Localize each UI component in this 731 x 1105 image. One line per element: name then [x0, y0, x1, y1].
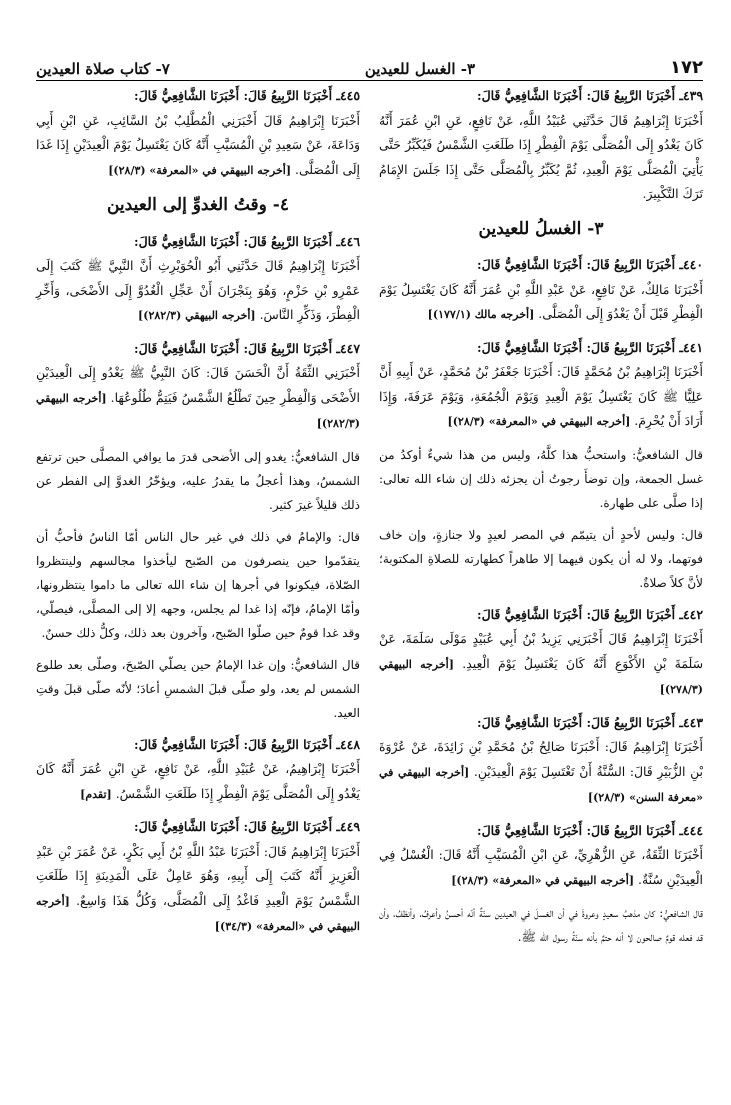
hadith-number: ٤٤٦ [340, 233, 360, 249]
commentary-paragraph: قال الشافعيُّ: واستحبُّ هذا كلَّهُ، وليس من هذا شيءٌ أوكدُ من غسل الجمعة، وإن توضأَ رجوتُ أن يجزئه ذلك إن شاء الله تعالى: إذا صلَّى على طهارة. [379, 447, 703, 510]
hadith-text: أَخْبَرَنَا إِبْرَاهِيمُ بْنُ مُحَمَّدٍ قَالَ: أَخْبَرَنَا جَعْفَرُ بْنُ مُحَمَّدٍ، عَنْ أَبِيهِ أَنَّ عَلِيًّا ﷺ كَانَ يَغْتَسِلُ يَوْمَ الْعِيدِ وَيَوْمَ الْجُمُعَةِ، وَيَوْمَ عَرَفَةَ، وَإِذَا أَرَادَ أَنْ يُحْرِمَ. [379, 364, 703, 428]
hadith-reference: [أخرجه البيهقي في «معرفة السنن» (٢٨/٣)] [379, 765, 703, 804]
hadith-isnad: ـ أَخْبَرَنَا الرَّبِيعُ قَالَ: أَخْبَرَنَا الشَّافِعِيُّ قَالَ: [134, 340, 341, 356]
right-column [379, 84, 703, 957]
hadith-entry [36, 337, 360, 437]
commentary-paragraph: قال الشافعيُّ: كان مذهبُ سعيدٍ وعروةَ في أن الغسلَ في العيدين سنّةٌ أنّه أحسنُ وأعرفُ، وأنظفُ، وأن قد فعله قومٌ صالحون لا أنه حتمٌ بأنه سنّةُ رسول الله ﷺ. [379, 906, 703, 944]
hadith-text: أَخْبَرَنَا إِبْرَاهِيمُ قَالَ أَخْبَرَنِي الْمُطَّلِبُ بْنُ السَّائِبِ، عَنِ ابْنِ أَبِي وَدَاعَةَ، عَنْ سَعِيدِ بْنِ الْمُسَيَّبِ أَنَّهُ كَانَ يَغْتَسِلُ يَوْمَ الْعِيدَيْنِ إِذَا غَدَا إِلَى الْمُصَلَّى. [36, 112, 360, 177]
hadith-isnad: ـ أَخْبَرَنَا الرَّبِيعُ قَالَ: أَخْبَرَنَا الشَّافِعِيُّ قَالَ: [134, 88, 341, 103]
running-chapter-title: ٣- الغسل للعيدين [364, 60, 476, 78]
hadith-isnad: ـ أَخْبَرَنَا الرَّبِيعُ قَالَ: أَخْبَرَنَا الشَّافِعِيُّ قَالَ: [134, 233, 341, 249]
page-number: ١٧٢ [670, 57, 703, 78]
hadith-entry [379, 711, 703, 811]
hadith-entry [379, 819, 703, 894]
hadith-reference: [تقدم] [80, 787, 112, 801]
header-rule [36, 80, 703, 81]
commentary-paragraph: قال الشافعيُّ: يغدو إلى الأضحى قدرَ ما يوافي المصلَّى حين ترتفع الشمسُ، وهذا أعجلُ ما يقدرُ عليه، ويؤخّرُ الغدوَّ إلى الفطر عن ذلك قليلاً غيرَ كثير. [36, 449, 360, 512]
hadith-entry [36, 84, 360, 183]
hadith-number: ٤٤٣ [683, 714, 703, 730]
left-column [36, 84, 360, 948]
hadith-number: ٤٤٩ [340, 819, 360, 834]
page-header [36, 52, 703, 78]
hadith-entry [36, 815, 360, 940]
running-book-title: ٧- كتاب صلاة العيدين [36, 60, 170, 78]
hadith-reference: [أخرجه البيهقي في «المعرفة» (٢٨/٣)] [447, 415, 631, 428]
hadith-entry [379, 84, 703, 207]
commentary-paragraph: قال: والإمامُ في ذلك في غير حال الناس أمّا الناسُ فأحبُّ أن يتقدّموا حين ينصرفون من الصّبح ليأخذوا مجالسهم ولينتظروا الصّلاة، فيكونوا في أجرها إن شاء الله تعالى ما داموا ينتظرونها، وأمّا الإمامُ، فإنّه إذا غدا لم يجلس، وجهه إلا إلى المصلَّى، فيصلّي، وقد غدا قومٌ حين صلّوا الصّبح، وآخرون بعد ذلك، وكلُّ ذلك حسنٌ. [36, 529, 360, 640]
hadith-text: أَخْبَرَنَا إِبْرَاهِيمُ قَالَ أَخْبَرَنِي يَزِيدُ بْنُ أَبِي عُبَيْدٍ مَوْلَى سَلَمَةَ، عَنْ سَلَمَةَ بْنِ الأَكْوَعِ أَنَّهُ كَانَ يَغْتَسِلُ يَوْمَ الْعِيدِ. [379, 631, 703, 671]
hadith-text: أَخْبَرَنَا إِبْرَاهِيمُ قَالَ: أَخْبَرَنَا عَبْدُ اللَّهِ بْنُ أَبِي بَكْرٍ، عَنْ عُمَرَ بْنِ عَبْدِ الْعَزِيزِ أَنَّهُ كَتَبَ إِلَى أَبِيهِ، وَهُوَ عَامِلٌ عَلَى الْمَدِينَةِ إِذَا طَلَعَتِ الشَّمْسُ يَوْمَ الْعِيدِ فَاغْدُ إِلَى الْمُصَلَّى، وَكُلُّ هَذَا وَاسِعٌ. [36, 843, 360, 908]
hadith-isnad: ـ أَخْبَرَنَا الرَّبِيعُ قَالَ: أَخْبَرَنَا الشَّافِعِيُّ قَالَ: [134, 819, 341, 834]
hadith-number: ٤٣٩ [683, 88, 703, 103]
hadith-isnad: ـ أَخْبَرَنَا الرَّبِيعُ قَالَ: أَخْبَرَنَا الشَّافِعِيُّ قَالَ: [477, 88, 684, 103]
hadith-number: ٤٤٢ [683, 606, 703, 622]
hadith-text: أَخْبَرَنَا إِبْرَاهِيمُ قَالَ حَدَّثَنِي أَبُو الْحُوَيْرِثِ أَنَّ النَّبِيَّ ﷺ كَتَبَ إِلَى عَمْرِو بْنِ حَزْمٍ، وَهُوَ بِنَجْرَانَ أَنْ عَجِّلِ الْغُدُوَّ إِلَى الأَضْحَى، وَأَخِّرِ الْفِطْرَ، وَذَكِّرِ النَّاسَ. [36, 258, 360, 322]
hadith-entry [379, 336, 703, 435]
section-heading: ٤- وقتُ الغدوِّ إلى العيدين [106, 195, 290, 215]
hadith-text: أَخْبَرَنَا إِبْرَاهِيمُ قَالَ حَدَّثَنِي عُبَيْدُ اللَّهِ، عَنْ نَافِعٍ، عَنِ ابْنِ عُمَرَ أَنَّهُ كَانَ يَغْدُو إِلَى الْمُصَلَّى يَوْمَ الْفِطْرِ إِذَا طَلَعَتِ الشَّمْسُ فَيُكَبِّرُ حَتَّى يَأْتِيَ الْمُصَلَّى يَوْمَ الْعِيدِ، ثُمَّ يُكَبِّرُ بِالْمُصَلَّى حَتَّى إِذَا جَلَسَ الإِمَامُ تَرَكَ التَّكْبِيرَ. [379, 112, 703, 201]
hadith-text: أَخْبَرَنَا إِبْرَاهِيمُ، عَنْ عُبَيْدِ اللَّهِ، عَنْ نَافِعٍ، عَنِ ابْنِ عُمَرَ أَنَّهُ كَانَ يَغْدُو إِلَى الْمُصَلَّى يَوْمَ الْفِطْرِ إِذَا طَلَعَتِ الشَّمْسُ. [36, 761, 360, 801]
hadith-reference: [أخرجه البيهقي (٢٨٢/٣)] [138, 309, 256, 322]
hadith-text: أَخْبَرَنِي الثِّقَةُ أَنَّ الْحَسَنَ قَالَ: كَانَ النَّبِيُّ ﷺ يَغْدُو إِلَى الْعِيدَيْنِ الأَضْحَى وَالْفِطْرِ حِينَ تَطْلُعُ الشَّمْسُ فَيَتِمُّ طُلُوعُهَا. [36, 365, 360, 405]
hadith-reference: [أخرجه البيهقي في «المعرفة» (٣٤/٣)] [36, 894, 360, 933]
hadith-number: ٤٤٠ [683, 257, 703, 272]
hadith-reference: [أخرجه البيهقي (٢٨٢/٣)] [36, 391, 360, 430]
commentary-paragraph: قال الشافعيُّ: وإن غدا الإمامُ حين يصلّي الصّبحَ، وصلّى بعد طلوع الشمس لم يعد، ولو صلّى قبلَ الشمسِ أعادَ؛ لأنّه صلّى قبلَ وقتِ العيد. [36, 657, 360, 720]
hadith-text: أَخْبَرَنَا إِبْرَاهِيمُ قَالَ: أَخْبَرَنَا صَالِحُ بْنُ مُحَمَّدِ بْنِ زَائِدَةَ، عَنْ عُرْوَةَ بْنِ الزُّبَيْرِ قَالَ: السُّنَّةُ أَنْ تَغْتَسِلَ يَوْمَ الْعِيدَيْنِ. [379, 739, 703, 779]
hadith-reference: [أخرجه البيهقي في «المعرفة» (٢٨/٣)] [451, 873, 635, 887]
hadith-entry [36, 733, 360, 808]
hadith-isnad: ـ أَخْبَرَنَا الرَّبِيعُ قَالَ: أَخْبَرَنَا الشَّافِعِيُّ قَالَ: [477, 257, 684, 272]
hadith-entry [36, 230, 360, 329]
hadith-number: ٤٤٧ [340, 340, 360, 356]
hadith-reference: [أخرجه البيهقي في «المعرفة» (٢٨/٣)] [108, 163, 292, 177]
hadith-isnad: ـ أَخْبَرَنَا الرَّبِيعُ قَالَ: أَخْبَرَنَا الشَّافِعِيُّ قَالَ: [477, 606, 684, 622]
hadith-reference: [أخرجه البيهقي (٢٧٨/٣)] [379, 657, 703, 696]
hadith-number: ٤٤٤ [683, 822, 703, 838]
hadith-number: ٤٤٥ [340, 88, 360, 103]
hadith-text: أَخْبَرَنَا مَالِكٌ، عَنْ نَافِعٍ، عَنْ عَبْدِ اللَّهِ بْنِ عُمَرَ أَنَّهُ كَانَ يَغْتَسِلُ يَوْمَ الْفِطْرِ قَبْلَ أَنْ يَغْدُوَ إِلَى الْمُصَلَّى. [379, 281, 703, 321]
hadith-number: ٤٤١ [683, 339, 703, 355]
hadith-entry [379, 253, 703, 328]
section-heading: ٣- الغسلُ للعيدين [478, 218, 604, 239]
hadith-isnad: ـ أَخْبَرَنَا الرَّبِيعُ قَالَ: أَخْبَرَنَا الشَّافِعِيُّ قَالَ: [477, 822, 684, 838]
commentary-paragraph: قال: وليس لأحدٍ أن يتيمّم في المصر لعيدٍ ولا جنازةٍ، وإن خاف فوتهما، ولا له أن يكون فيهما إلا طاهراً كطهارته للصلاةِ المكتوبة؛ لأنَّ كلاً صلاةٌ. [379, 527, 703, 590]
hadith-entry [379, 603, 703, 703]
hadith-isnad: ـ أَخْبَرَنَا الرَّبِيعُ قَالَ: أَخْبَرَنَا الشَّافِعِيُّ قَالَ: [477, 714, 684, 730]
hadith-isnad: ـ أَخْبَرَنَا الرَّبِيعُ قَالَ: أَخْبَرَنَا الشَّافِعِيُّ قَالَ: [477, 339, 684, 355]
hadith-reference: [أخرجه مالك (١٧٧/١)] [427, 308, 535, 321]
hadith-number: ٤٤٨ [340, 736, 360, 752]
hadith-isnad: ـ أَخْبَرَنَا الرَّبِيعُ قَالَ: أَخْبَرَنَا الشَّافِعِيُّ قَالَ: [134, 736, 341, 752]
hadith-text: أَخْبَرَنَا الثِّقَةُ، عَنِ الزُّهْرِيِّ، عَنِ ابْنِ الْمُسَيَّبِ أَنَّهُ قَالَ: الْغُسْلُ فِي الْعِيدَيْنِ سُنَّةٌ. [379, 847, 703, 887]
